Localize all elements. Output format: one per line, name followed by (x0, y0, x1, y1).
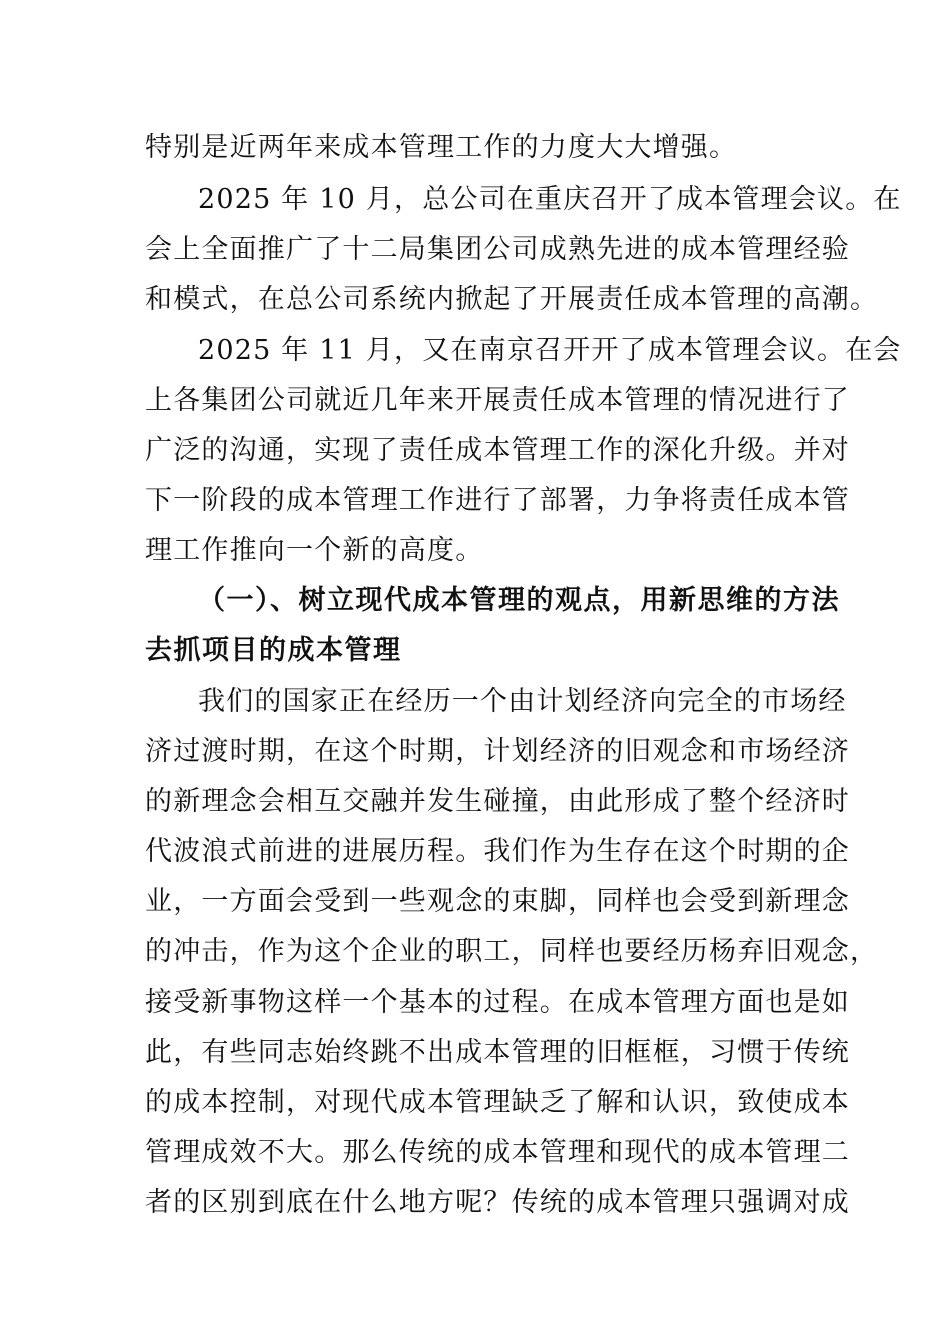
paragraph-line: 代波浪式前进的进展历程。我们作为生存在这个时期的企 (145, 836, 850, 867)
paragraph-line: 和模式，在总公司系统内掀起了开展责任成本管理的高潮。 (145, 284, 879, 315)
paragraph-line: 广泛的沟通，实现了责任成本管理工作的深化升级。并对 (145, 435, 850, 466)
section-heading-line: 去抓项目的成本管理 (145, 635, 402, 666)
paragraph-line: 的冲击，作为这个企业的职工，同样也要经历杨弃旧观念， (145, 936, 879, 967)
paragraph-line: 下一阶段的成本管理工作进行了部署，力争将责任成本管 (145, 485, 850, 516)
paragraph-line: 特别是近两年来成本管理工作的力度大大增强。 (145, 132, 738, 163)
paragraph-line: 2025 年 10 月，总公司在重庆召开了成本管理会议。在 (198, 184, 902, 215)
paragraph-line: 的成本控制，对现代成本管理缺乏了解和认识，致使成本 (145, 1087, 850, 1118)
paragraph-line: 此，有些同志始终跳不出成本管理的旧框框，习惯于传统 (145, 1037, 850, 1068)
paragraph-line: 2025 年 11 月，又在南京召开开了成本管理会议。在会 (198, 335, 902, 366)
paragraph-line: 业，一方面会受到一些观念的束脚，同样也会受到新理念 (145, 886, 850, 917)
section-heading-line: （一）、树立现代成本管理的观点，用新思维的方法 (198, 585, 840, 616)
paragraph-line: 管理成效不大。那么传统的成本管理和现代的成本管理二 (145, 1137, 850, 1168)
paragraph-line: 者的区别到底在什么地方呢？传统的成本管理只强调对成 (145, 1187, 850, 1218)
paragraph-line: 济过渡时期，在这个时期，计划经济的旧观念和市场经济 (145, 736, 850, 767)
paragraph-line: 上各集团公司就近几年来开展责任成本管理的情况进行了 (145, 385, 850, 416)
paragraph-line: 的新理念会相互交融并发生碰撞，由此形成了整个经济时 (145, 786, 850, 817)
paragraph-line: 理工作推向一个新的高度。 (145, 535, 484, 566)
paragraph-line: 接受新事物这样一个基本的过程。在成本管理方面也是如 (145, 987, 850, 1018)
paragraph-line: 我们的国家正在经历一个由计划经济向完全的市场经 (198, 686, 847, 717)
paragraph-line: 会上全面推广了十二局集团公司成熟先进的成本管理经验 (145, 234, 850, 265)
